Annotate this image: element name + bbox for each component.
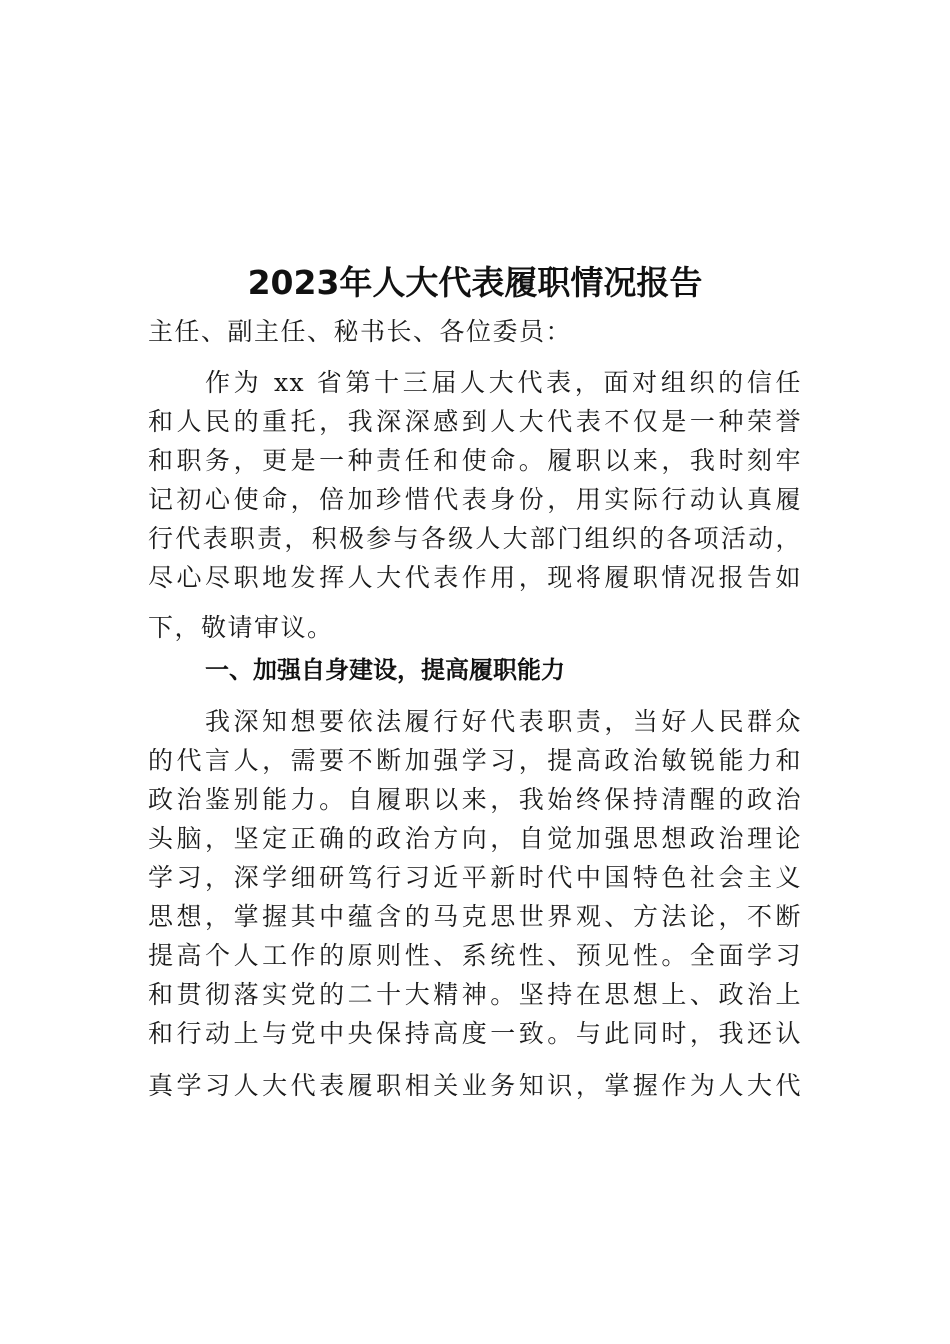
paragraph-line: 下，敬请审议。 bbox=[148, 613, 334, 642]
paragraph-line: 头脑，坚定正确的政治方向，自觉加强思想政治理论 bbox=[148, 824, 802, 853]
paragraph-line: 尽心尽职地发挥人大代表作用，现将履职情况报告如 bbox=[148, 563, 802, 592]
section-heading: 一、加强自身建设，提高履职能力 bbox=[205, 656, 565, 684]
paragraph-line: 和职务，更是一种责任和使命。履职以来，我时刻牢 bbox=[148, 446, 802, 475]
paragraph-line: 和行动上与党中央保持高度一致。与此同时，我还认 bbox=[148, 1019, 802, 1048]
paragraph-line: 政治鉴别能力。自履职以来，我始终保持清醒的政治 bbox=[148, 785, 802, 814]
paragraph-line: 真学习人大代表履职相关业务知识，掌握作为人大代 bbox=[148, 1071, 802, 1100]
paragraph-line: 提高个人工作的原则性、系统性、预见性。全面学习 bbox=[148, 941, 802, 970]
paragraph-line: 和贯彻落实党的二十大精神。坚持在思想上、政治上 bbox=[148, 980, 802, 1009]
paragraph-line: 的代言人，需要不断加强学习，提高政治敏锐能力和 bbox=[148, 746, 802, 775]
salutation: 主任、副主任、秘书长、各位委员： bbox=[148, 317, 573, 346]
paragraph-line: 我深知想要依法履行好代表职责，当好人民群众 bbox=[205, 707, 802, 736]
paragraph-line: 学习，深学细研笃行习近平新时代中国特色社会主义 bbox=[148, 863, 802, 892]
paragraph-line: 和人民的重托，我深深感到人大代表不仅是一种荣誉 bbox=[148, 407, 802, 436]
document-title: 2023年人大代表履职情况报告 bbox=[247, 263, 703, 302]
paragraph-line: 记初心使命，倍加珍惜代表身份，用实际行动认真履 bbox=[148, 485, 802, 514]
paragraph-line: 行代表职责，积极参与各级人大部门组织的各项活动， bbox=[148, 524, 802, 553]
paragraph-line: 作为 xx 省第十三届人大代表，面对组织的信任 bbox=[205, 368, 802, 397]
paragraph-line: 思想，掌握其中蕴含的马克思世界观、方法论，不断 bbox=[148, 902, 802, 931]
